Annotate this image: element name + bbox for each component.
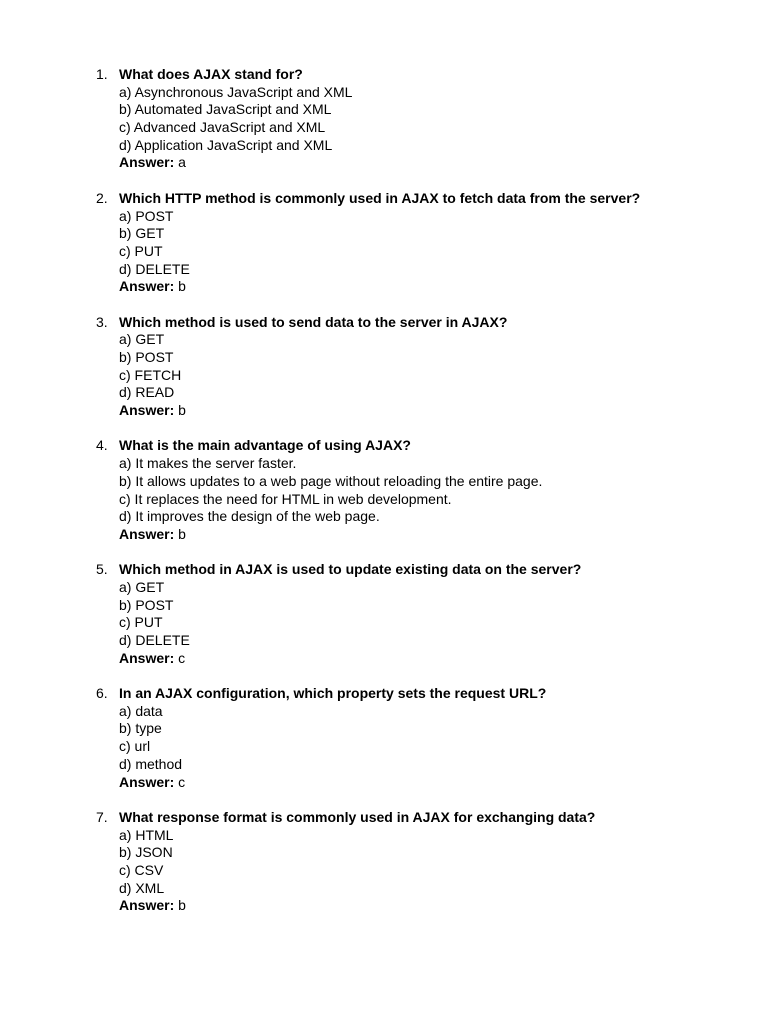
question-number (0, 314, 119, 332)
option-d: d) DELETE (119, 260, 190, 277)
option-c: c) url (119, 738, 151, 755)
option-b: b) POST (119, 596, 174, 613)
question-number-text: 2. (96, 189, 108, 206)
option-a: a) Asynchronous JavaScript and XML (119, 83, 353, 100)
answer-line (0, 154, 768, 172)
question-number (0, 561, 119, 579)
option-d: d) Application JavaScript and XML (119, 136, 333, 153)
option-a: a) POST (119, 207, 174, 224)
question-text: Which method in AJAX is used to update existing data on the server? (119, 561, 582, 578)
question-number (0, 437, 119, 455)
option-c: c) Advanced JavaScript and XML (119, 119, 326, 136)
option-a: a) It makes the server faster. (119, 455, 297, 472)
option-b: b) GET (119, 225, 165, 242)
option-b: b) Automated JavaScript and XML (119, 101, 332, 118)
answer-label: Answer: (119, 402, 175, 419)
question-number-text: 7. (96, 808, 108, 825)
question-text: Which HTTP method is commonly used in AJAX to fetch data from the server? (119, 189, 641, 206)
option-c: c) CSV (119, 861, 164, 878)
answer-value: b (178, 278, 186, 295)
answer-label: Answer: (119, 278, 175, 295)
question-6 (0, 685, 768, 791)
question-5 (0, 561, 768, 667)
answer-label: Answer: (119, 897, 175, 914)
option-b: b) type (119, 720, 162, 737)
option-c: c) FETCH (119, 366, 182, 383)
question-line (0, 685, 768, 703)
question-line (0, 190, 768, 208)
answer-line (0, 278, 768, 296)
question-number-text: 3. (96, 313, 108, 330)
quiz-list (0, 66, 768, 933)
question-number-text: 1. (96, 66, 108, 82)
question-text: In an AJAX configuration, which property sets the request URL? (119, 685, 547, 702)
question-line (0, 561, 768, 579)
answer-value: a (178, 154, 186, 171)
option-c: c) It replaces the need for HTML in web development. (119, 490, 452, 507)
answer-line (0, 774, 768, 792)
question-7 (0, 809, 768, 915)
option-b: b) It allows updates to a web page without reloading the entire page. (119, 472, 543, 489)
question-text: What does AJAX stand for? (119, 66, 303, 82)
question-number (0, 190, 119, 208)
question-number (0, 685, 119, 703)
option-d: d) method (119, 755, 183, 772)
answer-label: Answer: (119, 525, 175, 542)
question-text: What is the main advantage of using AJAX? (119, 437, 411, 454)
option-b: b) POST (119, 349, 174, 365)
answer-label: Answer: (119, 649, 175, 666)
question-number (0, 66, 119, 84)
option-d: d) DELETE (119, 632, 190, 648)
answer-line (0, 402, 768, 420)
answer-value: c (178, 773, 186, 790)
answer-value: b (178, 402, 186, 419)
option-a: a) GET (119, 331, 165, 348)
option-c: c) PUT (119, 614, 163, 631)
option-d: d) XML (119, 879, 165, 896)
option-d: d) It improves the design of the web page. (119, 508, 380, 525)
answer-value: b (178, 897, 186, 914)
question-line (0, 314, 768, 332)
question-2 (0, 190, 768, 296)
answer-line (0, 526, 768, 544)
option-a: a) GET (119, 578, 165, 595)
question-4 (0, 437, 768, 543)
answer-label: Answer: (119, 773, 175, 790)
answer-line (0, 897, 768, 915)
option-b: b) JSON (119, 844, 173, 861)
question-text: What response format is commonly used in AJAX for exchanging data? (119, 808, 596, 825)
question-1 (0, 66, 768, 172)
answer-label: Answer: (119, 154, 175, 171)
question-number (0, 809, 119, 827)
question-number-text: 5. (96, 561, 108, 578)
question-line (0, 809, 768, 827)
question-3 (0, 314, 768, 420)
option-d: d) READ (119, 384, 175, 401)
question-line (0, 437, 768, 455)
question-number-text: 6. (96, 685, 108, 702)
answer-line (0, 650, 768, 668)
question-number-text: 4. (96, 437, 108, 454)
option-a: a) HTML (119, 826, 174, 843)
option-c: c) PUT (119, 242, 163, 259)
question-text: Which method is used to send data to the server in AJAX? (119, 313, 508, 330)
option-a: a) data (119, 702, 163, 719)
answer-value: c (178, 649, 186, 666)
answer-value: b (178, 525, 186, 542)
question-line (0, 66, 768, 84)
